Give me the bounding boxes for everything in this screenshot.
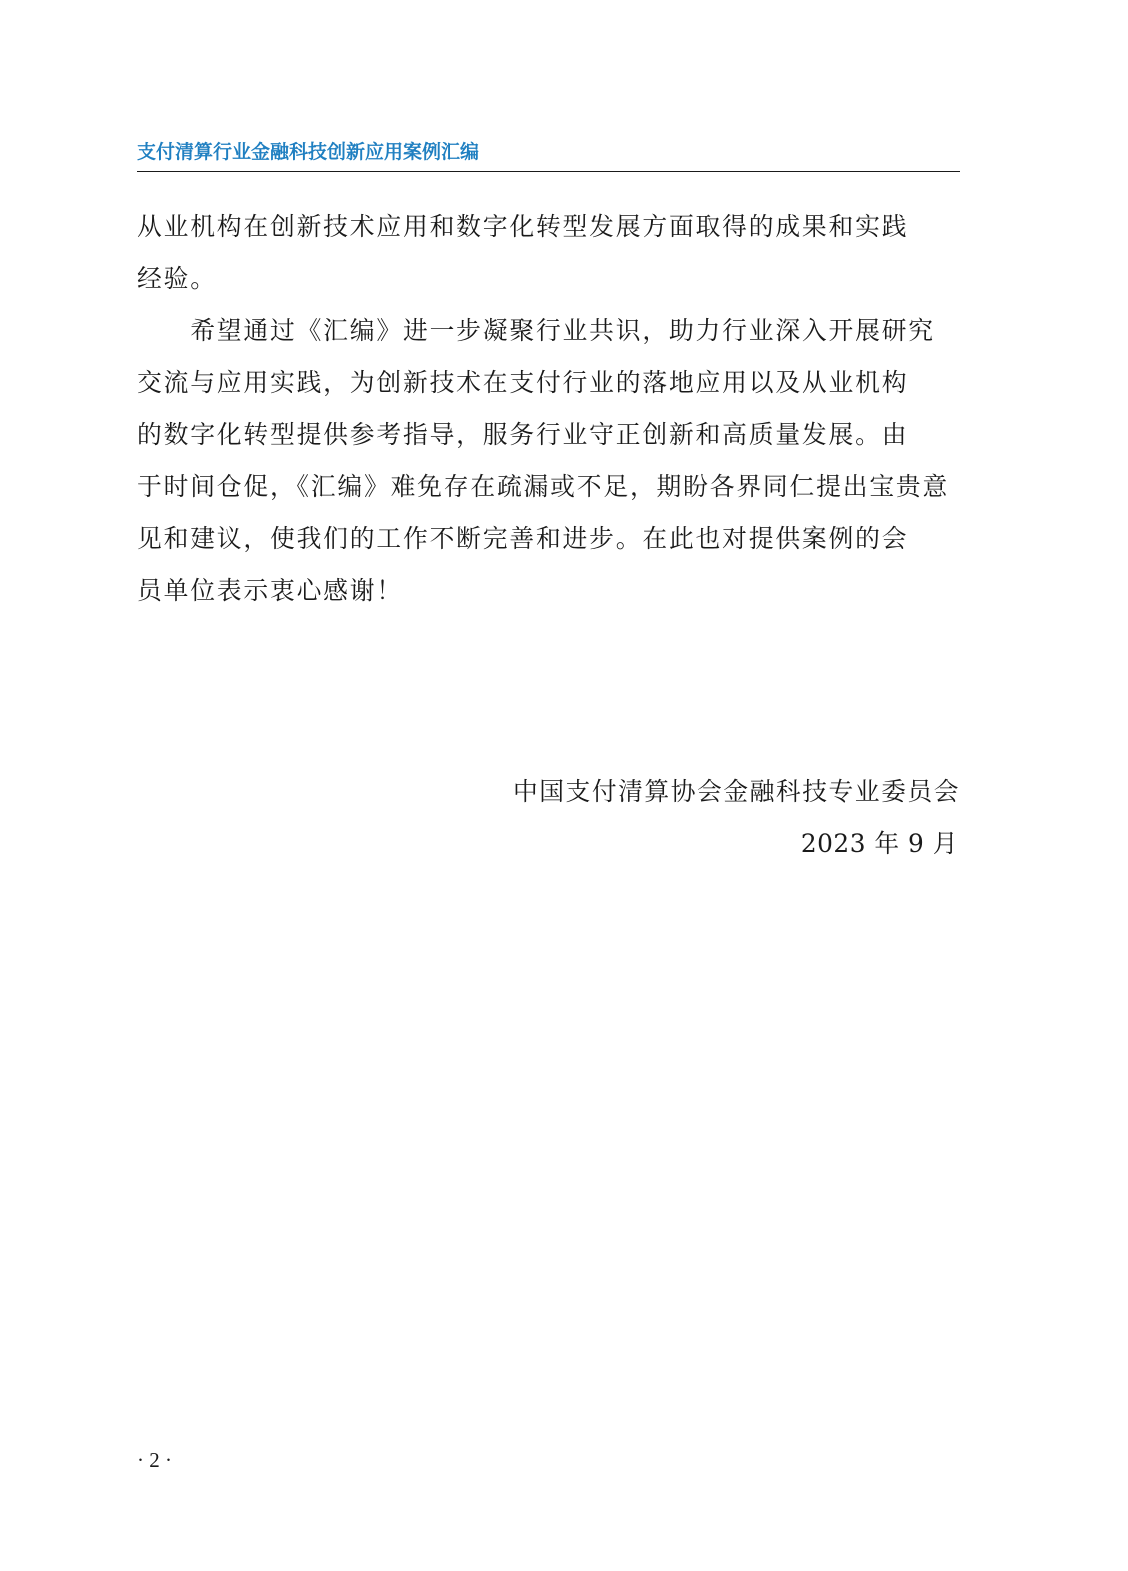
body-line: 员单位表示衷心感谢！ bbox=[137, 576, 403, 605]
signature-block bbox=[137, 766, 960, 870]
body-line: 希望通过《汇编》进一步凝聚行业共识，助力行业深入开展研究 bbox=[137, 316, 935, 345]
body-line: 于时间仓促，《汇编》难免存在疏漏或不足，期盼各界同仁提出宝贵意 bbox=[137, 472, 950, 501]
body-line: 见和建议，使我们的工作不断完善和进步。在此也对提供案例的会 bbox=[137, 524, 909, 553]
running-header-title: 支付清算行业金融科技创新应用案例汇编 bbox=[137, 141, 480, 163]
body-text bbox=[137, 201, 960, 617]
running-header bbox=[137, 140, 960, 172]
signature-organization: 中国支付清算协会金融科技专业委员会 bbox=[512, 777, 960, 806]
body-line: 交流与应用实践，为创新技术在支付行业的落地应用以及从业机构 bbox=[137, 368, 909, 397]
body-line: 经验。 bbox=[137, 264, 217, 293]
body-line: 的数字化转型提供参考指导，服务行业守正创新和高质量发展。由 bbox=[137, 420, 909, 449]
body-line: 从业机构在创新技术应用和数字化转型发展方面取得的成果和实践 bbox=[137, 212, 909, 241]
signature-date: 2023 年 9 月 bbox=[800, 829, 958, 858]
page-number: · 2 · bbox=[137, 1448, 172, 1472]
